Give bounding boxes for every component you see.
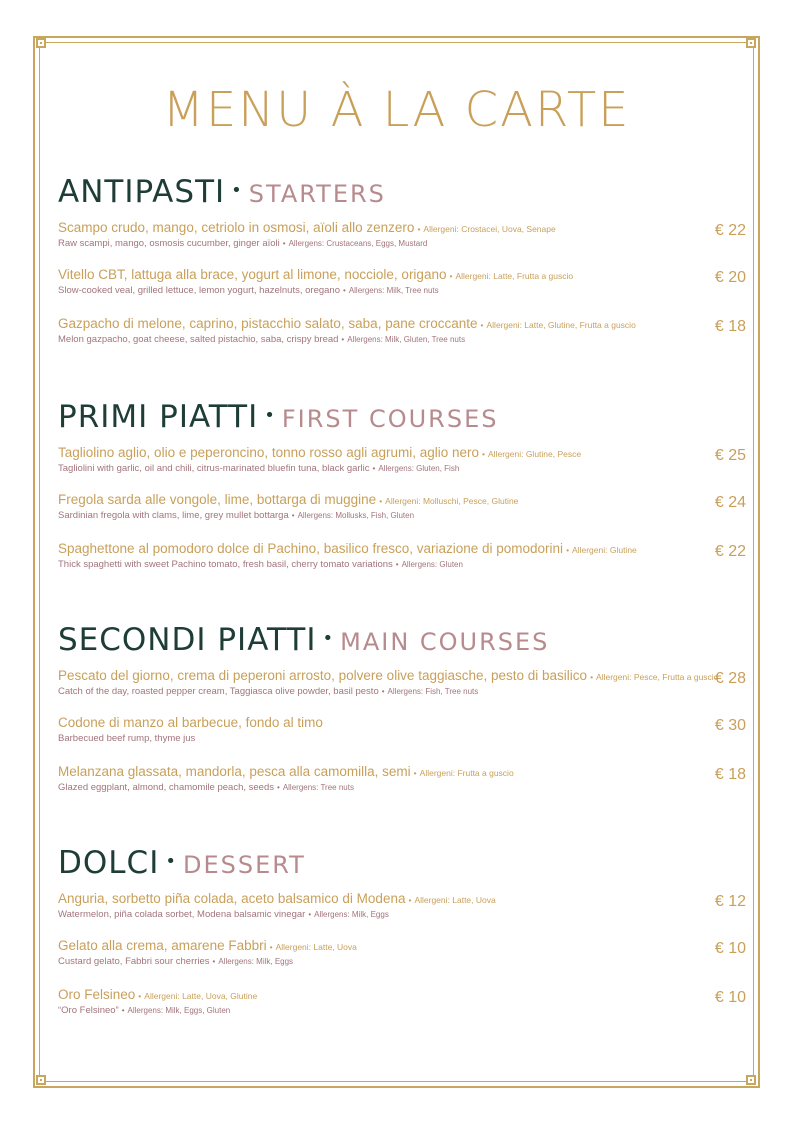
section-separator: • — [322, 628, 335, 649]
allergens-english: Allergens: Gluten — [401, 560, 463, 569]
allergens-italian: Allergeni: Molluschi, Pesce, Glutine — [385, 496, 519, 506]
item-name-italian: Scampo crudo, mango, cetriolo in osmosi, aïoli allo zenzero • Allergeni: Crostacei, Uova, Senape — [58, 220, 556, 235]
item-name-italian: Tagliolino aglio, olio e peperoncino, tonno rosso agli agrumi, aglio nero • Allergeni: Glutine, Pesce — [58, 445, 582, 460]
section-title: SECONDI PIATTI — [58, 622, 317, 658]
item-name-italian: Gazpacho di melone, caprino, pistacchio salato, saba, pane croccante • Allergeni: Latte, Glutine, Frutta a guscio — [58, 316, 636, 331]
item-name-english: Tagliolini with garlic, oil and chili, citrus-marinated bluefin tuna, black garlic • Allergens: Gluten, Fish — [58, 463, 460, 474]
allergens-english: Allergens: Milk, Tree nuts — [348, 286, 439, 295]
menu-item — [58, 938, 748, 978]
section-title: PRIMI PIATTI — [58, 399, 259, 435]
item-price: € 22 — [714, 543, 746, 560]
item-name-italian: Oro Felsineo • Allergeni: Latte, Uova, Glutine — [58, 987, 258, 1002]
allergens-english: Allergens: Gluten, Fish — [378, 464, 460, 473]
item-price: € 30 — [714, 717, 746, 734]
section-heading — [58, 620, 748, 665]
item-price: € 10 — [714, 940, 746, 957]
item-name-italian: Gelato alla crema, amarene Fabbri • Allergeni: Latte, Uova — [58, 938, 357, 953]
allergens-english: Allergens: Mollusks, Fish, Gluten — [297, 511, 415, 520]
item-price: € 18 — [714, 318, 746, 335]
allergens-italian: Allergeni: Pesce, Frutta a guscio — [596, 672, 719, 682]
menu-item — [58, 445, 748, 485]
allergens-italian: Allergeni: Crostacei, Uova, Senape — [423, 224, 556, 234]
section-title: DOLCI — [58, 845, 160, 881]
section-subtitle: STARTERS — [248, 180, 386, 208]
section-antipasti — [58, 172, 748, 345]
item-name-english: Glazed eggplant, almond, chamomile peach, seeds • Allergens: Tree nuts — [58, 782, 354, 793]
item-name-english: Sardinian fregola with clams, lime, grey mullet bottarga • Allergens: Mollusks, Fish, Gluten — [58, 510, 415, 521]
section-subtitle: DESSERT — [182, 851, 306, 879]
item-price: € 10 — [714, 989, 746, 1006]
allergens-italian: Allergeni: Latte, Uova — [275, 942, 357, 952]
allergens-english: Allergens: Crustaceans, Eggs, Mustard — [288, 239, 428, 248]
item-name-italian: Melanzana glassata, mandorla, pesca alla camomilla, semi • Allergeni: Frutta a guscio — [58, 764, 514, 779]
menu-item — [58, 220, 748, 260]
item-price: € 18 — [714, 766, 746, 783]
allergens-italian: Allergeni: Latte, Glutine, Frutta a guscio — [486, 320, 636, 330]
menu-item — [58, 492, 748, 532]
corner-ornament-bottom-right — [746, 1075, 756, 1085]
menu-title: MENU À LA CARTE — [162, 82, 631, 138]
corner-ornament-top-right — [746, 38, 756, 48]
item-price: € 25 — [714, 447, 746, 464]
allergens-english: Allergens: Milk, Eggs — [218, 957, 294, 966]
allergens-english: Allergens: Milk, Eggs — [314, 910, 389, 919]
corner-ornament-top-left — [36, 38, 46, 48]
item-name-english: Melon gazpacho, goat cheese, salted pistachio, saba, crispy bread • Allergens: Milk, Gluten, Tree nuts — [58, 334, 466, 345]
item-name-italian: Vitello CBT, lattuga alla brace, yogurt al limone, nocciole, origano • Allergeni: Latte, Frutta a guscio — [58, 267, 574, 282]
allergens-italian: Allergeni: Glutine — [572, 545, 637, 555]
item-name-english: “Oro Felsineo” • Allergens: Milk, Eggs, Gluten — [58, 1005, 231, 1016]
section-heading — [58, 843, 748, 888]
allergens-italian: Allergeni: Latte, Frutta a guscio — [455, 271, 574, 281]
item-name-english: Raw scampi, mango, osmosis cucumber, ginger aïoli • Allergens: Crustaceans, Eggs, Mustard — [58, 238, 428, 249]
allergens-english: Allergens: Tree nuts — [282, 783, 354, 792]
allergens-italian: Allergeni: Latte, Uova, Glutine — [144, 991, 258, 1001]
section-heading — [58, 397, 748, 442]
item-price: € 22 — [714, 222, 746, 239]
section-separator: • — [231, 180, 243, 201]
menu-item — [58, 891, 748, 931]
menu-item — [58, 987, 748, 1027]
menu-item — [58, 541, 748, 581]
menu-item — [58, 267, 748, 307]
item-name-english: Barbecued beef rump, thyme jus — [58, 733, 196, 744]
item-name-italian: Spaghettone al pomodoro dolce di Pachino, basilico fresco, variazione di pomodorini • Allergeni: Glutine — [58, 541, 637, 556]
corner-ornament-bottom-left — [36, 1075, 46, 1085]
item-price: € 24 — [714, 494, 746, 511]
allergens-english: Allergens: Milk, Gluten, Tree nuts — [347, 335, 466, 344]
item-name-italian: Anguria, sorbetto piña colada, aceto balsamico di Modena • Allergeni: Latte, Uova — [58, 891, 496, 906]
section-secondi-piatti — [58, 620, 748, 793]
item-name-italian: Codone di manzo al barbecue, fondo al timo — [58, 715, 323, 730]
allergens-italian: Allergeni: Frutta a guscio — [419, 768, 514, 778]
section-dolci — [58, 843, 748, 1016]
item-name-english: Watermelon, piña colada sorbet, Modena balsamic vinegar • Allergens: Milk, Eggs — [58, 909, 389, 920]
menu-item — [58, 764, 748, 804]
item-name-italian: Pescato del giorno, crema di peperoni arrosto, polvere olive taggiasche, pesto di basilico • Allergeni: Pesce, Frutta a guscio — [58, 668, 719, 683]
menu-item — [58, 316, 748, 356]
section-subtitle: FIRST COURSES — [281, 405, 499, 433]
item-price: € 20 — [714, 269, 746, 286]
item-name-english: Slow-cooked veal, grilled lettuce, lemon yogurt, hazelnuts, oregano • Allergens: Milk, Tree nuts — [58, 285, 439, 296]
item-name-english: Catch of the day, roasted pepper cream, Taggiasca olive powder, basil pesto • Allergens: Fish, Tree nuts — [58, 686, 479, 697]
item-price: € 12 — [714, 893, 746, 910]
item-name-italian: Fregola sarda alle vongole, lime, bottarga di muggine • Allergeni: Molluschi, Pesce, Glutine — [58, 492, 519, 507]
allergens-english: Allergens: Milk, Eggs, Gluten — [127, 1006, 231, 1015]
section-title: ANTIPASTI — [58, 174, 226, 210]
menu-item — [58, 715, 748, 755]
item-price: € 28 — [714, 670, 746, 687]
section-primi-piatti — [58, 397, 748, 570]
allergens-italian: Allergeni: Latte, Uova — [414, 895, 496, 905]
allergens-italian: Allergeni: Glutine, Pesce — [488, 449, 582, 459]
allergens-english: Allergens: Fish, Tree nuts — [387, 687, 479, 696]
section-separator: • — [264, 405, 276, 426]
menu-item — [58, 668, 748, 708]
section-subtitle: MAIN COURSES — [340, 628, 550, 656]
section-separator: • — [165, 851, 177, 872]
section-heading — [58, 172, 748, 217]
item-name-english: Thick spaghetti with sweet Pachino tomato, fresh basil, cherry tomato variations • Allergens: Gluten — [58, 559, 463, 570]
item-name-english: Custard gelato, Fabbri sour cherries • Allergens: Milk, Eggs — [58, 956, 294, 967]
